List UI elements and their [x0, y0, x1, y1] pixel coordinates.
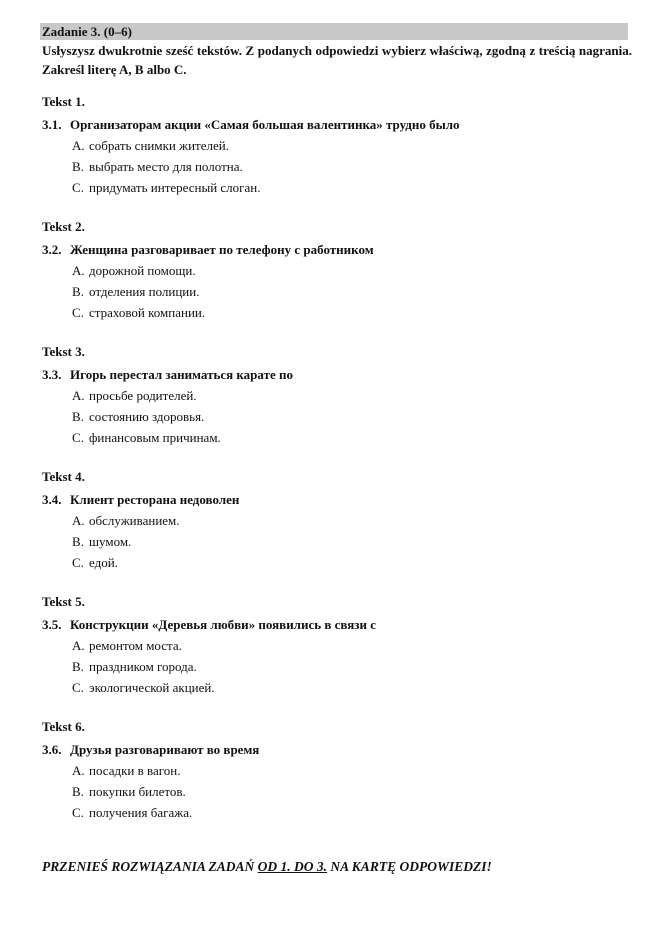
- option-text: посадки в вагон.: [89, 763, 181, 778]
- option-text: финансовым причинам.: [89, 430, 221, 445]
- question: [42, 740, 632, 761]
- option-letter: C.: [72, 305, 84, 320]
- answer-option-c[interactable]: [42, 178, 632, 199]
- option-text: покупки билетов.: [89, 784, 186, 799]
- text-section-2: [42, 217, 632, 324]
- transfer-answers-note: [42, 857, 492, 877]
- option-letter: A.: [72, 388, 85, 403]
- option-letter: B.: [72, 284, 84, 299]
- tekst-label: Tekst 2.: [42, 219, 85, 234]
- question-text: Организаторам акции «Самая большая валентинка» трудно было: [70, 117, 460, 132]
- question-text: Игорь перестал заниматься карате по: [70, 367, 293, 382]
- question-number: 3.3.: [42, 367, 62, 382]
- answer-option-b[interactable]: [42, 532, 632, 553]
- option-text: праздником города.: [89, 659, 197, 674]
- answer-option-a[interactable]: [42, 636, 632, 657]
- tekst-label: Tekst 1.: [42, 94, 85, 109]
- option-text: собрать снимки жителей.: [89, 138, 229, 153]
- option-text: обслуживанием.: [89, 513, 180, 528]
- option-letter: A.: [72, 763, 85, 778]
- footer-text-2: NA KARTĘ ODPOWIEDZI!: [327, 859, 492, 874]
- option-letter: B.: [72, 409, 84, 424]
- option-letter: A.: [72, 513, 85, 528]
- answer-option-c[interactable]: [42, 303, 632, 324]
- answer-option-b[interactable]: [42, 407, 632, 428]
- footer-range-underlined: OD 1. DO 3.: [257, 859, 328, 874]
- question: [42, 615, 632, 636]
- task-instructions: Usłyszysz dwukrotnie sześć tekstów. Z podanych odpowiedzi wybierz właściwą, zgodną z treścią nagrania. Zakreśl literę A, B albo C.: [42, 43, 632, 77]
- question-text: Конструкции «Деревья любви» появились в связи с: [70, 617, 377, 632]
- option-letter: C.: [72, 680, 84, 695]
- option-text: шумом.: [89, 534, 132, 549]
- option-text: просьбе родителей.: [89, 388, 197, 403]
- question-number: 3.4.: [42, 492, 62, 507]
- question-number: 3.2.: [42, 242, 62, 257]
- text-section-5: [42, 592, 632, 699]
- question: [42, 115, 632, 136]
- task-title: Zadanie 3. (0–6): [42, 24, 132, 39]
- option-letter: C.: [72, 555, 84, 570]
- text-section-1: [42, 92, 632, 199]
- answer-option-b[interactable]: [42, 657, 632, 678]
- question: [42, 490, 632, 511]
- question: [42, 365, 632, 386]
- tekst-label: Tekst 4.: [42, 469, 85, 484]
- answer-option-b[interactable]: [42, 157, 632, 178]
- option-letter: C.: [72, 180, 84, 195]
- option-letter: B.: [72, 534, 84, 549]
- option-text: отделения полиции.: [89, 284, 200, 299]
- answer-option-a[interactable]: [42, 386, 632, 407]
- question: [42, 240, 632, 261]
- option-text: страховой компании.: [89, 305, 206, 320]
- footer-text-1: PRZENIEŚ ROZWIĄZANIA ZADAŃ: [42, 859, 258, 874]
- option-text: состоянию здоровья.: [89, 409, 205, 424]
- text-section-3: [42, 342, 632, 449]
- question-number: 3.1.: [42, 117, 62, 132]
- answer-option-a[interactable]: [42, 761, 632, 782]
- answer-option-a[interactable]: [42, 136, 632, 157]
- option-text: ремонтом моста.: [89, 638, 182, 653]
- task-header: [40, 23, 628, 40]
- answer-option-c[interactable]: [42, 678, 632, 699]
- question-text: Клиент ресторана недоволен: [70, 492, 240, 507]
- option-letter: C.: [72, 430, 84, 445]
- text-section-6: [42, 717, 632, 824]
- answer-option-b[interactable]: [42, 782, 632, 803]
- option-text: придумать интересный слоган.: [89, 180, 261, 195]
- option-text: дорожной помощи.: [89, 263, 196, 278]
- question-number: 3.5.: [42, 617, 62, 632]
- answer-option-c[interactable]: [42, 553, 632, 574]
- option-letter: A.: [72, 138, 85, 153]
- tekst-label: Tekst 6.: [42, 719, 85, 734]
- option-text: едой.: [89, 555, 118, 570]
- option-letter: A.: [72, 263, 85, 278]
- answer-option-b[interactable]: [42, 282, 632, 303]
- tekst-label: Tekst 3.: [42, 344, 85, 359]
- question-text: Друзья разговаривают во время: [70, 742, 260, 757]
- option-text: получения багажа.: [89, 805, 193, 820]
- text-section-4: [42, 467, 632, 574]
- question-number: 3.6.: [42, 742, 62, 757]
- answer-option-c[interactable]: [42, 803, 632, 824]
- option-letter: C.: [72, 805, 84, 820]
- option-text: выбрать место для полотна.: [89, 159, 243, 174]
- option-text: экологической акцией.: [89, 680, 215, 695]
- tekst-label: Tekst 5.: [42, 594, 85, 609]
- option-letter: B.: [72, 784, 84, 799]
- option-letter: B.: [72, 159, 84, 174]
- option-letter: A.: [72, 638, 85, 653]
- answer-option-a[interactable]: [42, 511, 632, 532]
- answer-option-c[interactable]: [42, 428, 632, 449]
- answer-option-a[interactable]: [42, 261, 632, 282]
- option-letter: B.: [72, 659, 84, 674]
- question-text: Женщина разговаривает по телефону с работником: [70, 242, 374, 257]
